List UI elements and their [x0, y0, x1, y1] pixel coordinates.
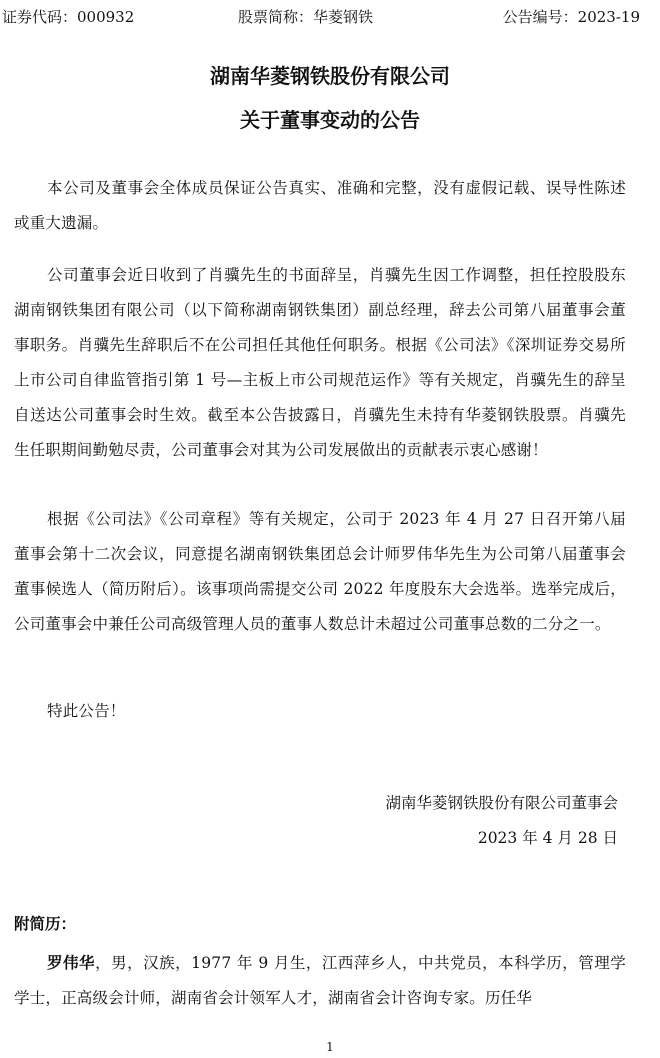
stock-code: 证券代码：000932 — [2, 8, 135, 26]
disclaimer-paragraph: 本公司及董事会全体成员保证公告真实、准确和完整，没有虚假记载、误导性陈述或重大遗漏。 — [14, 179, 626, 232]
signature-company: 湖南华菱钢铁股份有限公司董事会 — [385, 794, 618, 812]
closing-paragraph: 特此公告！ — [47, 702, 126, 720]
resignation-paragraph: 公司董事会近日收到了肖骥先生的书面辞呈，肖骥先生因工作调整，担任控股股东湖南钢铁集团有限公司（以下简称湖南钢铁集团）副总经理，辞去公司第八届董事会董事职务。肖骥先生辞职后不在公司担任其他任何职务。根据《公司法》《深圳证券交易所上市公司自律监管指引第 1 号—主板上市公司规范运作》等有关规定，肖骥先生的辞呈自送达公司董事会时生效。截至本公告披露日，肖骥先生未持有华菱钢铁股票。肖骥先生任职期间勤勉尽责，公司董事会对其为公司发展做出的贡献表示衷心感谢！ — [14, 266, 626, 459]
announcement-number: 公告编号：2023-19 — [502, 8, 640, 26]
resume-paragraph — [14, 946, 626, 1016]
document-header — [0, 6, 660, 28]
appendix-heading: 附简历： — [14, 915, 77, 933]
company-title: 湖南华菱钢铁股份有限公司 — [210, 64, 450, 88]
page-number: 1 — [326, 1040, 334, 1054]
nomination-paragraph: 根据《公司法》《公司章程》等有关规定，公司于 2023 年 4 月 27 日召开第八届董事会第十二次会议，同意提名湖南钢铁集团总会计师罗伟华先生为公司第八届董事会董事候选人（简历附后）。该事项尚需提交公司 2022 年度股东大会选举。选举完成后，公司董事会中兼任公司高级管理人员的董事人数总计未超过公司董事总数的二分之一。 — [14, 510, 626, 633]
announcement-title: 关于董事变动的公告 — [240, 108, 420, 132]
candidate-name: 罗伟华 — [47, 954, 96, 972]
stock-name: 股票简称：华菱钢铁 — [238, 8, 374, 26]
candidate-bio: ，男，汉族，1977 年 9 月生，江西萍乡人，中共党员，本科学历，管理学学士，正高级会计师，湖南省会计领军人才，湖南省会计咨询专家。历任华 — [14, 954, 626, 1007]
signature-date: 2023 年 4 月 28 日 — [477, 829, 618, 847]
